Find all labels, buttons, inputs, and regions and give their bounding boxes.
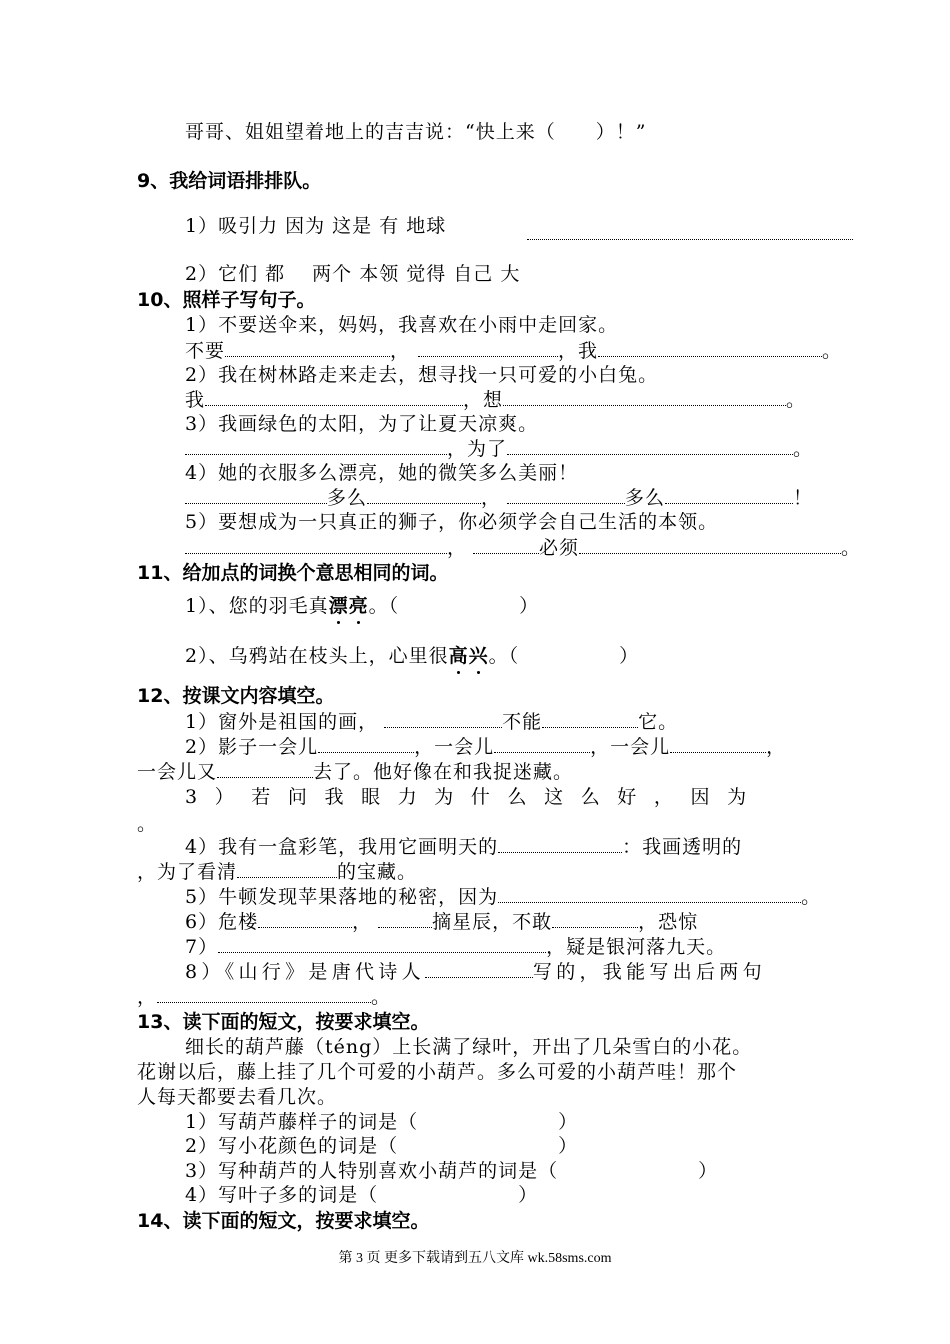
blank[interactable] <box>384 711 502 728</box>
q9-item-1 <box>185 214 446 238</box>
blank[interactable] <box>507 487 625 504</box>
blank[interactable] <box>665 487 793 504</box>
blank[interactable] <box>318 736 414 753</box>
q12-item-6-d: ，恐惊 <box>638 911 699 933</box>
blank[interactable] <box>579 537 841 554</box>
blank[interactable] <box>367 487 481 504</box>
q12-item-4-cont <box>137 860 417 884</box>
q14-heading: 14、读下面的短文，按要求填空。 <box>137 1210 430 1232</box>
q11-item-1-b[interactable]: 。（ ） <box>368 595 540 617</box>
blank[interactable] <box>498 836 622 853</box>
q10-item-4: 4）她的衣服多么漂亮，她的微笑多么美丽！ <box>185 462 579 484</box>
q10-item-2: 2）我在树林路走来走去，想寻找一只可爱的小白兔。 <box>185 364 659 386</box>
blank[interactable] <box>494 736 590 753</box>
q13-item-2[interactable]: 2）写小花颜色的词是（ ） <box>185 1135 579 1157</box>
q12-item-2-e: 一会儿又 <box>137 761 218 783</box>
dotted-char: 亮 <box>348 595 369 617</box>
blank[interactable] <box>503 389 786 406</box>
q12-item-3: 3）若问我眼力为什么这么好，因为 <box>185 786 764 808</box>
q12-item-4-b: ：我画透明的 <box>622 836 743 858</box>
q10-fill-3-b: 。 <box>793 438 814 460</box>
blank[interactable] <box>378 911 432 928</box>
q9-item-1-text: 1）吸引力 因为 这是 有 地球 <box>185 215 447 237</box>
blank[interactable] <box>542 711 638 728</box>
q12-item-6-a: 6）危楼 <box>185 911 259 933</box>
q10-fill-3 <box>185 437 813 461</box>
q12-item-2-f: 去了。他好像在和我捉迷藏。 <box>313 761 574 783</box>
dotted-char: 高 <box>448 645 469 667</box>
q11-item-2-b[interactable]: 。（ ） <box>488 645 640 667</box>
q12-item-6-c: 摘星辰，不敢 <box>432 911 553 933</box>
q12-item-6-b: ， <box>352 911 373 933</box>
q10-fill-5-a: ， <box>447 537 468 559</box>
q12-item-2-c: ，一会儿 <box>590 736 671 758</box>
q10-fill-4-d: ！ <box>793 487 814 509</box>
q12-item-2-cont <box>137 760 573 784</box>
dotted-char: 漂 <box>328 595 349 617</box>
q12-heading: 12、按课文内容填空。 <box>137 685 335 707</box>
blank[interactable] <box>157 986 371 1003</box>
q10-fill-1-c: ，我 <box>558 340 599 362</box>
blank[interactable] <box>225 340 390 357</box>
q12-item-8-c: ， <box>137 986 158 1008</box>
blank[interactable] <box>205 389 463 406</box>
q10-fill-2 <box>185 388 806 412</box>
q12-item-8-a: 8）《山行》是唐代诗人 <box>185 961 425 983</box>
q12-item-6 <box>185 910 698 934</box>
q11-heading: 11、给加点的词换个意思相同的词。 <box>137 562 449 584</box>
q10-fill-2-c: 。 <box>786 389 807 411</box>
blank[interactable] <box>498 886 801 903</box>
q10-fill-2-b: ，想 <box>463 389 504 411</box>
blank[interactable] <box>218 936 546 953</box>
q12-item-5-a: 5）牛顿发现苹果落地的秘密，因为 <box>185 886 499 908</box>
line-jiji: 哥哥、姐姐望着地上的吉吉说：“快上来（ ）！” <box>185 121 647 143</box>
blank[interactable] <box>425 961 533 978</box>
q12-item-8-b: 写的，我能写出后两句 <box>532 961 766 983</box>
q10-fill-1 <box>185 339 842 363</box>
blank[interactable] <box>473 537 539 554</box>
blank[interactable] <box>507 438 793 455</box>
q10-fill-1-a: 不要 <box>185 340 226 362</box>
q10-fill-5-c: 。 <box>841 537 862 559</box>
dotted-char: 兴 <box>468 645 489 667</box>
q11-item-2 <box>185 644 639 668</box>
blank[interactable] <box>258 911 352 928</box>
q12-item-3-end: 。 <box>137 813 158 835</box>
blank[interactable] <box>418 340 558 357</box>
page-footer: 第 3 页 更多下载请到五八文库 wk.58sms.com <box>338 1251 612 1266</box>
q9-blank-1[interactable] <box>527 222 853 246</box>
q10-fill-4-b: ， <box>481 487 502 509</box>
blank[interactable] <box>552 911 638 928</box>
blank[interactable] <box>185 487 327 504</box>
q12-item-4 <box>185 835 742 859</box>
q10-fill-4 <box>185 486 813 510</box>
q13-item-3[interactable]: 3）写种葫芦的人特别喜欢小葫芦的词是（ ） <box>185 1160 719 1182</box>
q12-item-4-a: 4）我有一盒彩笔，我用它画明天的 <box>185 836 499 858</box>
q10-fill-4-a: 多么 <box>327 487 368 509</box>
q13-item-1[interactable]: 1）写葫芦藤样子的词是（ ） <box>185 1111 579 1133</box>
q10-fill-3-a: ，为了 <box>447 438 508 460</box>
q12-item-1 <box>185 710 678 734</box>
blank[interactable] <box>217 761 313 778</box>
q12-item-8 <box>185 960 766 984</box>
q10-fill-1-b: ， <box>390 340 411 362</box>
q12-item-2-a: 2）影子一会儿 <box>185 736 319 758</box>
q13-item-4[interactable]: 4）写叶子多的词是（ ） <box>185 1184 539 1206</box>
q10-fill-5-b: 必须 <box>539 537 580 559</box>
q10-fill-2-a: 我 <box>185 389 206 411</box>
q12-item-5 <box>185 885 821 909</box>
q10-item-1: 1）不要送伞来，妈妈，我喜欢在小雨中走回家。 <box>185 314 619 336</box>
blank[interactable] <box>598 340 822 357</box>
q12-item-4-d: 的宝藏。 <box>337 861 418 883</box>
q10-fill-5 <box>185 536 861 560</box>
q13-heading: 13、读下面的短文，按要求填空。 <box>137 1011 430 1033</box>
q12-item-7-b: ，疑是银河落九天。 <box>546 936 727 958</box>
q11-item-1-a: 1）、您的羽毛真 <box>185 595 329 617</box>
blank[interactable] <box>185 537 447 554</box>
q10-fill-4-c: 多么 <box>625 487 666 509</box>
q13-para-2: 花谢以后，藤上挂了几个可爱的小葫芦。多么可爱的小葫芦哇！那个 <box>137 1061 738 1083</box>
q13-para-3: 人每天都要去看几次。 <box>137 1086 338 1108</box>
q12-item-8-d: 。 <box>371 986 392 1008</box>
q12-item-2-b: ，一会儿 <box>414 736 495 758</box>
q11-item-1 <box>185 594 539 618</box>
blank[interactable] <box>185 438 447 455</box>
q12-item-1-c: 它。 <box>638 711 679 733</box>
q10-item-3: 3）我画绿色的太阳，为了让夏天凉爽。 <box>185 413 539 435</box>
q12-item-2-d: ， <box>766 736 787 758</box>
q11-item-2-a: 2）、乌鸦站在枝头上，心里很 <box>185 645 449 667</box>
q12-item-7 <box>185 935 726 959</box>
q12-item-5-b: 。 <box>801 886 822 908</box>
q12-item-1-b: 不能 <box>502 711 543 733</box>
q12-item-7-a: 7） <box>185 936 219 958</box>
q12-item-1-a: 1）窗外是祖国的画， <box>185 711 379 733</box>
q10-heading: 10、照样子写句子。 <box>137 289 316 311</box>
q9-item-2: 2）它们 都 两个 本领 觉得 自己 大 <box>185 263 521 285</box>
q12-item-2 <box>185 735 786 759</box>
blank[interactable] <box>237 861 337 878</box>
q12-item-8-cont <box>137 985 391 1009</box>
q13-para-1: 细长的葫芦藤（téng）上长满了绿叶，开出了几朵雪白的小花。 <box>185 1036 753 1058</box>
blank[interactable] <box>670 736 766 753</box>
q12-item-4-c: ，为了看清 <box>137 861 238 883</box>
q10-fill-1-d: 。 <box>822 340 843 362</box>
q10-item-5: 5）要想成为一只真正的狮子，你必须学会自己生活的本领。 <box>185 511 719 533</box>
q9-heading: 9、我给词语排排队。 <box>137 170 322 192</box>
